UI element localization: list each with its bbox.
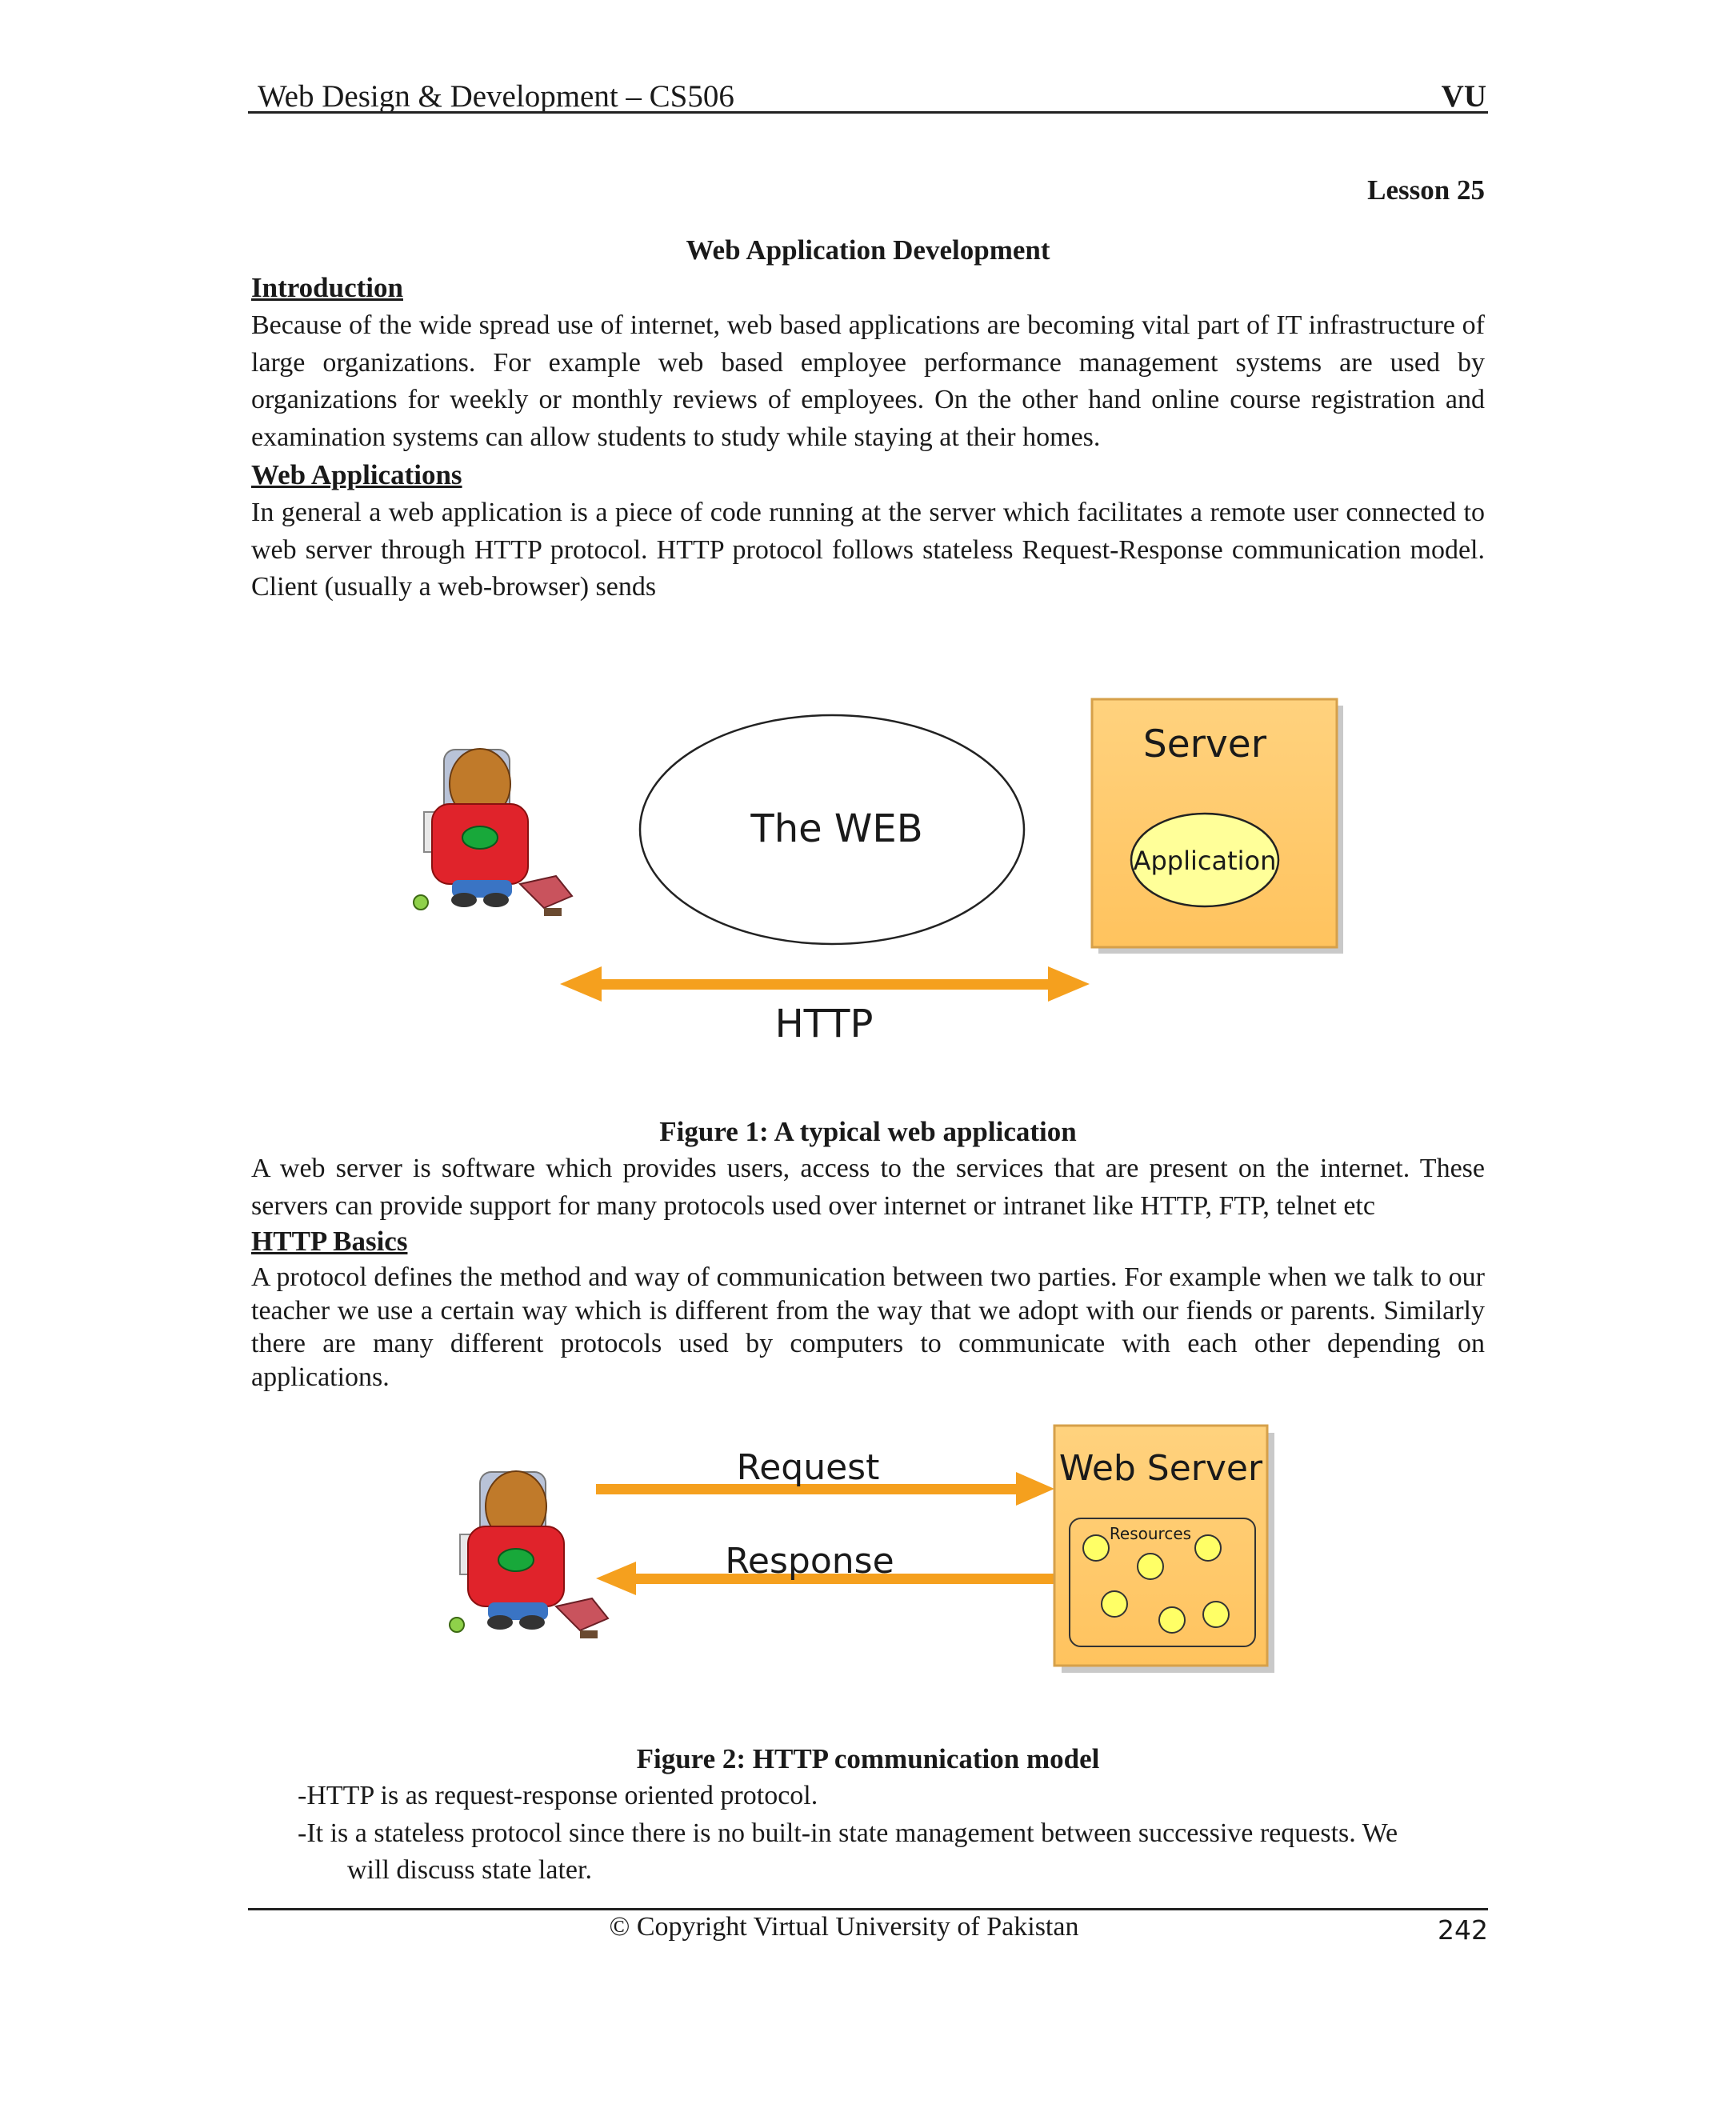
bullet-item: -HTTP is as request-response oriented protocol. <box>298 1781 818 1810</box>
bullet-item-continuation: will discuss state later. <box>347 1855 592 1885</box>
figure-2-caption: Figure 2: HTTP communication model <box>636 1743 1100 1774</box>
http-label: HTTP <box>774 1002 874 1046</box>
bullet-item: -It is a stateless protocol since there is no built-in state management between successive requests. We <box>298 1818 1398 1848</box>
user-at-computer-icon <box>450 1471 608 1638</box>
web-applications-heading: Web Applications <box>251 459 462 490</box>
institution-abbr: VU <box>1441 79 1486 114</box>
application-label: Application <box>1133 846 1277 876</box>
http-basics-paragraph: A protocol defines the method and way of communication between two parties. For example when we talk to our teacher we use a certain way which is different from the way that we adopt with our fiends or parents. Similarly there are many different protocols used by computers to communicate with each other depending on applications. <box>251 1262 1485 1392</box>
web-applications-paragraph: In general a web application is a piece of code running at the server which facilitates a remote user connected to web server through HTTP protocol. HTTP protocol follows stateless Request-Response communication model. Client (usually a web-browser) sends <box>251 498 1485 602</box>
user-at-computer-icon <box>414 749 572 916</box>
lesson-label: Lesson 25 <box>1367 174 1485 206</box>
page-number: 242 <box>1438 1914 1488 1946</box>
web-server-paragraph: A web server is software which provides users, access to the services that are present on the internet. These servers can provide support for many protocols used over internet or intranet like HTTP, FTP, telnet etc <box>251 1154 1485 1221</box>
response-label: Response <box>725 1541 894 1582</box>
introduction-paragraph: Because of the wide spread use of internet, web based applications are becoming vital part of IT infrastructure of large organizations. For example web based employee performance management systems are used by organizations for weekly or monthly reviews of employees. On the other hand online course registration and examination systems can allow students to study while staying at their homes. <box>251 310 1485 452</box>
web-label: The WEB <box>750 806 923 851</box>
http-double-arrow <box>560 966 1090 1002</box>
web-server-label: Web Server <box>1058 1448 1263 1489</box>
introduction-heading: Introduction <box>251 272 403 303</box>
resources-label: Resources <box>1109 1524 1192 1543</box>
figure-1-caption: Figure 1: A typical web application <box>659 1116 1077 1147</box>
course-title: Web Design & Development – CS506 <box>258 79 734 114</box>
copyright-notice: © Copyright Virtual University of Pakistan <box>609 1912 1079 1942</box>
server-label: Server <box>1142 722 1267 766</box>
request-label: Request <box>736 1447 880 1488</box>
chapter-title: Web Application Development <box>686 234 1050 266</box>
http-basics-heading: HTTP Basics <box>251 1226 408 1257</box>
bullet-list <box>298 1778 1485 1890</box>
